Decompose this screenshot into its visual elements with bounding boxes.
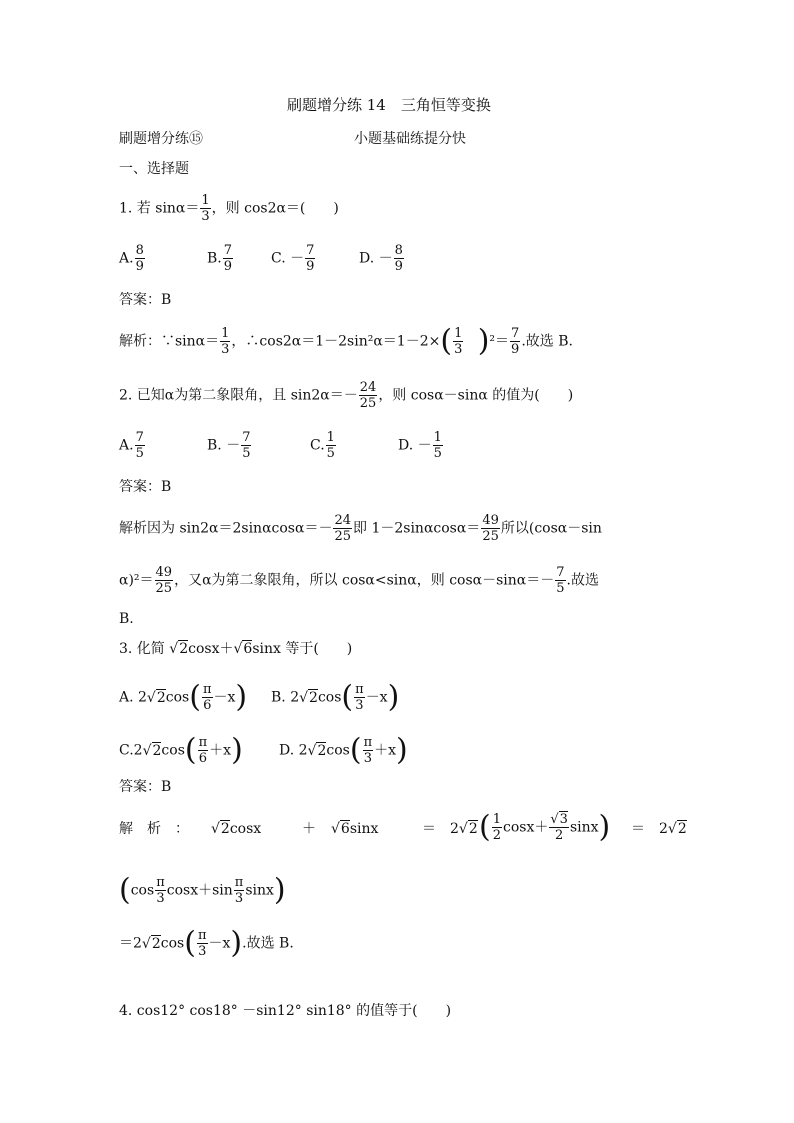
subtitle-right: 小题基础练提分快: [354, 131, 466, 147]
q3-solution-line2: (cos $\frac{\pi}{3}$ cosx＋sin $\frac{\pi}{3}$ sinx): [119, 872, 286, 908]
q3-solution-line3: ＝2√2cos( $\frac{\pi}{3}$ －x).故选 B.: [119, 925, 294, 961]
q1-solution: 解析：∵sinα＝ $\frac{1}{3}$ ，∴cos2α＝1－2sin²α＝1－2×( $\frac{1}{3}$ )²＝ $\frac{7}{9}$ .故选 B.: [119, 323, 573, 359]
q2-option-d: D. － $\frac{1}{5}$: [398, 430, 442, 461]
q2-solution-line2: α)²＝ $\frac{49}{25}$ ，又α为第二象限角，所以 cosα<sinα，则 cosα－sinα＝－ $\frac{7}{5}$ .故选: [119, 565, 599, 596]
q3-solution-line1: 解 析 ： √2cosx ＋ √6sinx ＝ 2√2 ( $\frac{1}{2}$ cosx＋ $\frac{√3}{2}$ sinx) ＝ 2√2: [119, 809, 687, 845]
q2-solution-line1: 解析因为 sin2α＝2sinαcosα＝－ $\frac{24}{25}$ 即 1－2sinαcosα＝ $\frac{49}{25}$ 所以(cosα－sin: [119, 513, 602, 544]
q1-option-d: D. － $\frac{8}{9}$: [359, 243, 403, 274]
q1-option-c: C. － $\frac{7}{9}$: [271, 243, 315, 274]
q2-option-c: C. $\frac{1}{5}$: [310, 430, 335, 461]
q1-option-a: A. $\frac{8}{9}$: [119, 243, 144, 274]
subtitle-left: 刷题增分练⑮: [119, 131, 203, 147]
q2-stem: 2. 已知α为第二象限角，且 sin2α＝－ $\frac{24}{25}$ ，则 cosα－sinα 的值为( ): [119, 380, 574, 411]
q2-option-b: B. － $\frac{7}{5}$: [207, 430, 251, 461]
q2-option-a: A. $\frac{7}{5}$: [119, 430, 144, 461]
q3-option-d: D. 2√2cos( $\frac{\pi}{3}$ ＋x): [279, 732, 408, 768]
q4-stem: 4. cos12° cos18° －sin12° sin18° 的值等于( ): [119, 1003, 452, 1019]
q1-answer: 答案：B: [119, 292, 172, 308]
q3-option-a: A. 2√2cos( $\frac{\pi}{6}$ －x): [119, 679, 248, 715]
q2-solution-line3: B.: [119, 611, 134, 627]
q3-answer: 答案：B: [119, 779, 172, 795]
section-heading: 一、选择题: [119, 161, 189, 177]
q3-stem: 3. 化简 √2cosx＋√6sinx 等于( ): [119, 641, 353, 657]
q1-option-b: B. $\frac{7}{9}$: [207, 243, 233, 274]
q1-stem: 1. 若 sinα＝ $\frac{1}{3}$ ，则 cos2α＝( ): [119, 193, 339, 224]
q2-answer: 答案：B: [119, 479, 172, 495]
page-title: 刷题增分练 14 三角恒等变换: [287, 96, 491, 114]
q3-option-c: C.2√2cos( $\frac{\pi}{6}$ ＋x): [119, 732, 243, 768]
q3-option-b: B. 2√2cos( $\frac{\pi}{3}$ －x): [271, 679, 400, 715]
